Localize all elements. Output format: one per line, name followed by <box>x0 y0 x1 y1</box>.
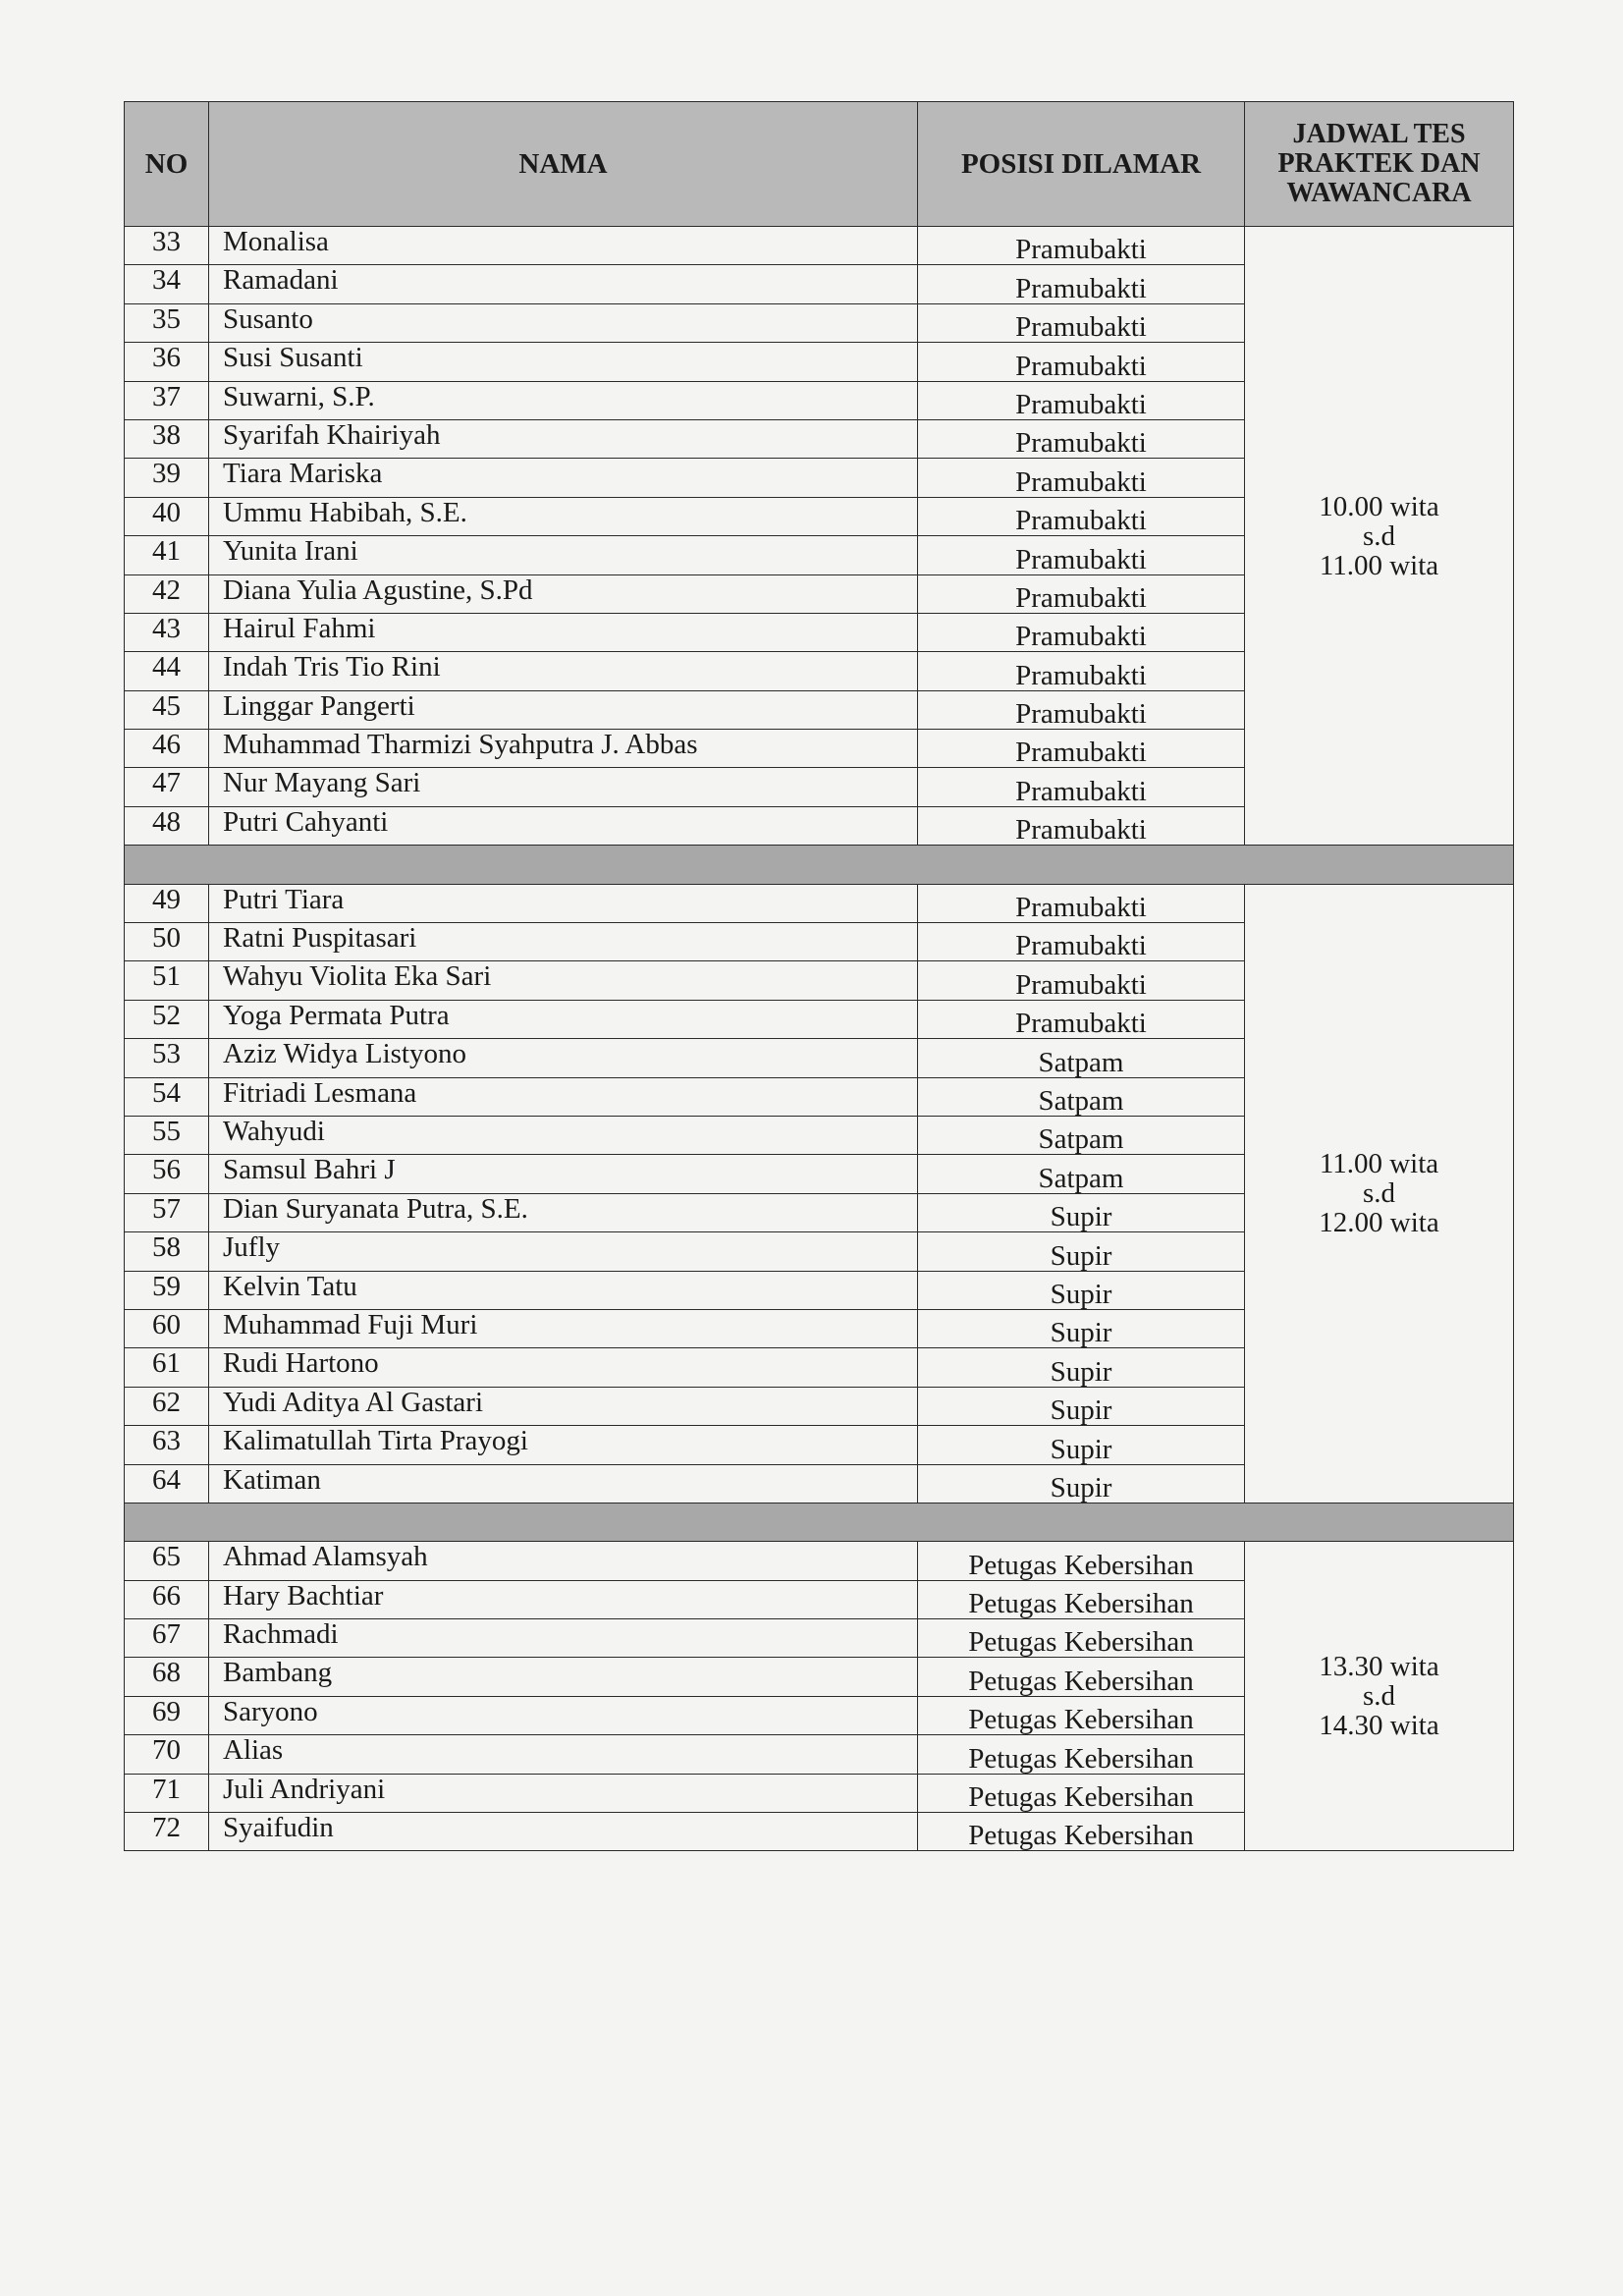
row-nama: Kelvin Tatu <box>209 1271 918 1309</box>
row-nama: Tiara Mariska <box>209 459 918 497</box>
row-posisi: Pramubakti <box>918 1000 1245 1038</box>
separator-cell <box>125 1503 1514 1541</box>
row-no: 36 <box>125 343 209 381</box>
schedule-start: 13.30 wita <box>1319 1651 1439 1683</box>
row-no: 59 <box>125 1271 209 1309</box>
row-no: 57 <box>125 1193 209 1231</box>
row-no: 39 <box>125 459 209 497</box>
row-nama: Indah Tris Tio Rini <box>209 652 918 690</box>
row-nama: Wahyudi <box>209 1116 918 1154</box>
row-nama: Susi Susanti <box>209 343 918 381</box>
row-nama: Ahmad Alamsyah <box>209 1542 918 1580</box>
row-nama: Yudi Aditya Al Gastari <box>209 1387 918 1425</box>
row-no: 69 <box>125 1696 209 1734</box>
row-posisi: Pramubakti <box>918 730 1245 768</box>
table-row <box>125 227 1514 265</box>
row-no: 40 <box>125 497 209 535</box>
row-nama: Aziz Widya Listyono <box>209 1039 918 1077</box>
table-body <box>125 227 1514 1851</box>
row-nama: Monalisa <box>209 227 918 265</box>
row-posisi: Pramubakti <box>918 613 1245 651</box>
row-posisi: Pramubakti <box>918 459 1245 497</box>
row-nama: Nur Mayang Sari <box>209 768 918 806</box>
table-row <box>125 884 1514 922</box>
schedule-end: 14.30 wita <box>1319 1710 1439 1742</box>
header-jadwal-line2: PRAKTEK DAN <box>1277 148 1481 179</box>
row-nama: Diana Yulia Agustine, S.Pd <box>209 574 918 613</box>
schedule-sep: s.d <box>1362 519 1396 552</box>
row-posisi: Pramubakti <box>918 923 1245 961</box>
schedule-end: 12.00 wita <box>1319 1207 1439 1239</box>
row-posisi: Pramubakti <box>918 497 1245 535</box>
header-jadwal <box>1245 102 1514 227</box>
row-nama: Dian Suryanata Putra, S.E. <box>209 1193 918 1231</box>
row-nama: Syaifudin <box>209 1813 918 1851</box>
row-no: 71 <box>125 1774 209 1812</box>
schedule-cell <box>1245 884 1514 1503</box>
row-no: 63 <box>125 1426 209 1464</box>
row-no: 48 <box>125 806 209 845</box>
row-nama: Yunita Irani <box>209 536 918 574</box>
row-no: 51 <box>125 961 209 1000</box>
row-nama: Suwarni, S.P. <box>209 381 918 419</box>
row-nama: Putri Tiara <box>209 884 918 922</box>
row-no: 53 <box>125 1039 209 1077</box>
row-posisi: Supir <box>918 1426 1245 1464</box>
header-row <box>125 102 1514 227</box>
row-posisi: Pramubakti <box>918 574 1245 613</box>
row-nama: Hairul Fahmi <box>209 613 918 651</box>
row-posisi: Supir <box>918 1271 1245 1309</box>
row-no: 52 <box>125 1000 209 1038</box>
row-no: 65 <box>125 1542 209 1580</box>
row-nama: Hary Bachtiar <box>209 1580 918 1618</box>
row-nama: Fitriadi Lesmana <box>209 1077 918 1116</box>
row-no: 45 <box>125 690 209 729</box>
schedule-start: 10.00 wita <box>1319 490 1439 522</box>
row-posisi: Supir <box>918 1193 1245 1231</box>
group-separator <box>125 846 1514 884</box>
row-posisi: Pramubakti <box>918 652 1245 690</box>
schedule-sep: s.d <box>1362 1177 1396 1210</box>
separator-cell <box>125 846 1514 884</box>
row-no: 44 <box>125 652 209 690</box>
row-no: 54 <box>125 1077 209 1116</box>
row-nama: Bambang <box>209 1658 918 1696</box>
row-nama: Kalimatullah Tirta Prayogi <box>209 1426 918 1464</box>
header-jadwal-line3: WAWANCARA <box>1286 178 1472 208</box>
row-posisi: Supir <box>918 1309 1245 1347</box>
row-no: 37 <box>125 381 209 419</box>
row-posisi: Satpam <box>918 1039 1245 1077</box>
row-posisi: Pramubakti <box>918 768 1245 806</box>
row-nama: Syarifah Khairiyah <box>209 419 918 458</box>
schedule-cell <box>1245 227 1514 846</box>
row-nama: Putri Cahyanti <box>209 806 918 845</box>
header-nama: NAMA <box>209 102 918 227</box>
row-posisi: Supir <box>918 1232 1245 1271</box>
row-posisi: Supir <box>918 1464 1245 1503</box>
row-posisi: Pramubakti <box>918 961 1245 1000</box>
row-posisi: Petugas Kebersihan <box>918 1619 1245 1658</box>
row-nama: Wahyu Violita Eka Sari <box>209 961 918 1000</box>
row-posisi: Satpam <box>918 1116 1245 1154</box>
schedule-sep: s.d <box>1362 1680 1396 1713</box>
row-posisi: Pramubakti <box>918 265 1245 303</box>
row-nama: Samsul Bahri J <box>209 1155 918 1193</box>
row-no: 46 <box>125 730 209 768</box>
row-posisi: Petugas Kebersihan <box>918 1774 1245 1812</box>
row-no: 50 <box>125 923 209 961</box>
table-row <box>125 1542 1514 1580</box>
row-posisi: Pramubakti <box>918 343 1245 381</box>
row-nama: Ramadani <box>209 265 918 303</box>
schedule-cell <box>1245 1542 1514 1851</box>
row-posisi: Petugas Kebersihan <box>918 1580 1245 1618</box>
header-jadwal-line1: JADWAL TES <box>1292 119 1466 149</box>
row-nama: Katiman <box>209 1464 918 1503</box>
row-posisi: Supir <box>918 1348 1245 1387</box>
row-no: 56 <box>125 1155 209 1193</box>
row-no: 42 <box>125 574 209 613</box>
header-posisi: POSISI DILAMAR <box>918 102 1245 227</box>
row-nama: Saryono <box>209 1696 918 1734</box>
schedule-table <box>124 101 1514 1851</box>
row-nama: Juli Andriyani <box>209 1774 918 1812</box>
row-posisi: Pramubakti <box>918 536 1245 574</box>
row-no: 62 <box>125 1387 209 1425</box>
row-no: 55 <box>125 1116 209 1154</box>
row-no: 67 <box>125 1619 209 1658</box>
row-nama: Susanto <box>209 303 918 342</box>
row-nama: Muhammad Fuji Muri <box>209 1309 918 1347</box>
row-posisi: Pramubakti <box>918 227 1245 265</box>
row-posisi: Satpam <box>918 1077 1245 1116</box>
row-no: 60 <box>125 1309 209 1347</box>
row-posisi: Pramubakti <box>918 419 1245 458</box>
row-nama: Rudi Hartono <box>209 1348 918 1387</box>
group-separator <box>125 1503 1514 1541</box>
row-no: 72 <box>125 1813 209 1851</box>
row-posisi: Pramubakti <box>918 806 1245 845</box>
row-nama: Jufly <box>209 1232 918 1271</box>
schedule-end: 11.00 wita <box>1319 549 1439 581</box>
row-nama: Muhammad Tharmizi Syahputra J. Abbas <box>209 730 918 768</box>
schedule-start: 11.00 wita <box>1319 1148 1439 1180</box>
row-nama: Alias <box>209 1735 918 1774</box>
row-posisi: Petugas Kebersihan <box>918 1735 1245 1774</box>
row-posisi: Supir <box>918 1387 1245 1425</box>
row-posisi: Petugas Kebersihan <box>918 1696 1245 1734</box>
row-nama: Ummu Habibah, S.E. <box>209 497 918 535</box>
row-no: 47 <box>125 768 209 806</box>
header-no: NO <box>125 102 209 227</box>
row-no: 38 <box>125 419 209 458</box>
row-posisi: Pramubakti <box>918 381 1245 419</box>
row-posisi: Petugas Kebersihan <box>918 1542 1245 1580</box>
row-no: 41 <box>125 536 209 574</box>
row-posisi: Pramubakti <box>918 303 1245 342</box>
row-nama: Yoga Permata Putra <box>209 1000 918 1038</box>
row-nama: Ratni Puspitasari <box>209 923 918 961</box>
row-no: 58 <box>125 1232 209 1271</box>
row-no: 33 <box>125 227 209 265</box>
row-nama: Rachmadi <box>209 1619 918 1658</box>
row-no: 64 <box>125 1464 209 1503</box>
row-nama: Linggar Pangerti <box>209 690 918 729</box>
row-no: 43 <box>125 613 209 651</box>
row-no: 68 <box>125 1658 209 1696</box>
row-no: 34 <box>125 265 209 303</box>
row-no: 35 <box>125 303 209 342</box>
row-no: 61 <box>125 1348 209 1387</box>
row-posisi: Pramubakti <box>918 690 1245 729</box>
row-posisi: Pramubakti <box>918 884 1245 922</box>
row-no: 49 <box>125 884 209 922</box>
row-posisi: Satpam <box>918 1155 1245 1193</box>
row-no: 66 <box>125 1580 209 1618</box>
row-posisi: Petugas Kebersihan <box>918 1658 1245 1696</box>
row-posisi: Petugas Kebersihan <box>918 1813 1245 1851</box>
row-no: 70 <box>125 1735 209 1774</box>
